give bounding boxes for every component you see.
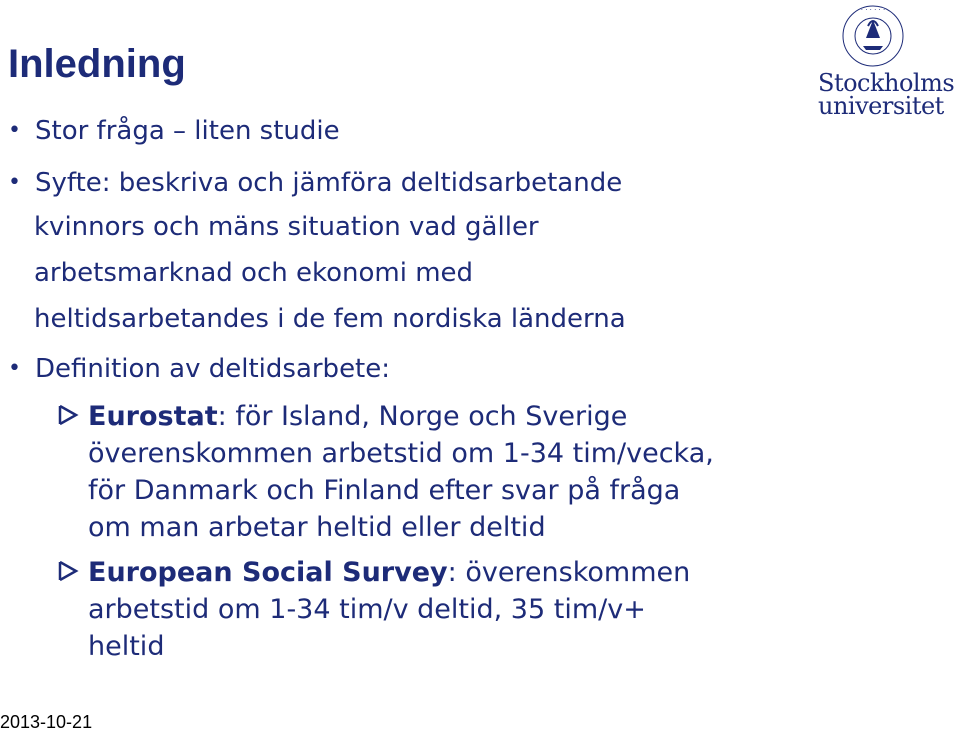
- stockholm-university-logo: [808, 2, 958, 122]
- bullet-dot-icon: •: [8, 170, 21, 195]
- bullet-text: Definition av deltidsarbete:: [35, 354, 391, 384]
- logo-line-1: Stockholms: [818, 69, 955, 97]
- logo-line-2: universitet: [818, 92, 944, 120]
- svg-text:· · · · · ·: · · · · · ·: [860, 6, 886, 14]
- sub-bullet-line: arbetstid om 1-34 tim/v deltid, 35 tim/v+: [88, 594, 646, 625]
- sub-bullet-text: : för Island, Norge och Sverige: [217, 401, 628, 432]
- sub-bullet-line: [88, 554, 690, 591]
- bullet-dot-icon: •: [8, 356, 21, 381]
- sub-bullet-line: överenskommen arbetstid om 1-34 tim/vecka,: [88, 438, 714, 469]
- bullet-text: Stor fråga – liten studie: [35, 116, 340, 146]
- slide-title: Inledning: [8, 42, 186, 86]
- arrow-bullet-icon: [56, 556, 82, 586]
- arrow-bullet-icon: [56, 400, 82, 430]
- sub-bullet-text: : överenskommen: [447, 557, 691, 588]
- sub-bullet-line: för Danmark och Finland efter svar på fråga: [88, 475, 681, 506]
- bullet-continuation: heltidsarbetandes i de fem nordiska länderna: [34, 304, 626, 334]
- sub-bullet-line: om man arbetar heltid eller deltid: [88, 512, 546, 543]
- sub-bullet-line: [88, 398, 627, 435]
- bullet-continuation: kvinnors och mäns situation vad gäller: [34, 212, 539, 242]
- bullet-text: Syfte: beskriva och jämföra deltidsarbetande: [35, 168, 623, 198]
- bullet-continuation: arbetsmarknad och ekonomi med: [34, 258, 474, 288]
- sub-bullet-term: Eurostat: [88, 401, 218, 432]
- university-seal-icon: [828, 2, 918, 74]
- bullet-dot-icon: •: [8, 118, 21, 143]
- logo-wordmark: [818, 69, 960, 120]
- sub-bullet-term: European Social Survey: [88, 557, 448, 588]
- footer-date: 2013-10-21: [0, 712, 93, 732]
- sub-bullet-line: heltid: [88, 631, 165, 662]
